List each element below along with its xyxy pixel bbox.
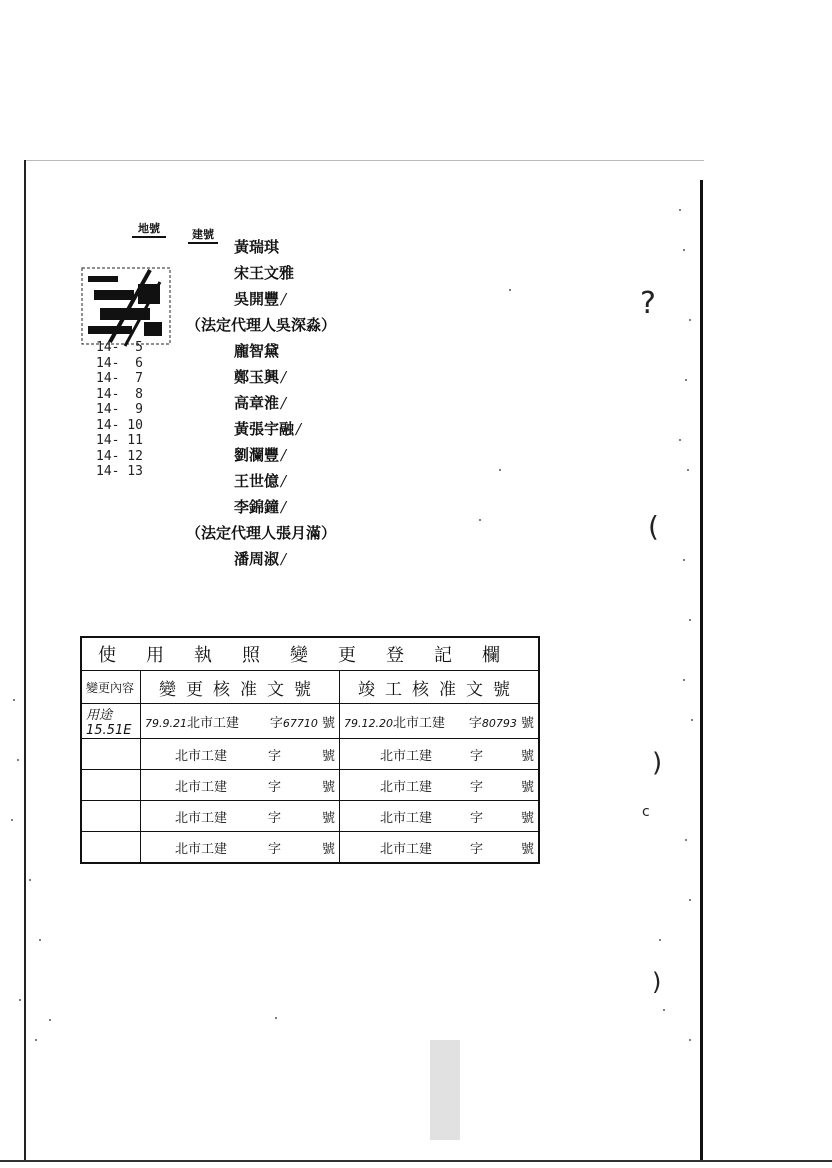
change-approval-cell: 北市工建 字 號 — [141, 770, 340, 801]
change-approval-cell: 北市工建 字 號 — [141, 739, 340, 770]
owner-name: 黃瑞琪 — [234, 238, 280, 256]
lot-number: 14- 5 — [96, 340, 143, 355]
margin-mark: ) — [652, 748, 663, 778]
completion-approval-cell: 北市工建 字 號 — [340, 832, 540, 864]
owner-name: 劉瀾豐 / — [234, 446, 287, 464]
change-approval-cell: 北市工建 字 號 — [141, 801, 340, 832]
owner-name: 吳開豐 / — [234, 290, 287, 308]
header-completion-approval-no: 竣工核准文號 — [340, 671, 540, 704]
owner-name: 宋王文雅 — [234, 264, 295, 282]
owner-name: 鄭玉興 / — [234, 368, 287, 386]
margin-mark: ( — [648, 510, 659, 543]
lot-number: 14- 11 — [96, 433, 143, 448]
margin-mark: ? — [640, 286, 656, 321]
change-content-cell: 用途 15.51E — [81, 704, 141, 739]
owner-name: 龐智黛 — [234, 342, 280, 360]
owner-name: 潘周淑 / — [234, 550, 287, 568]
owner-name: 李錦鐘 / — [234, 498, 287, 516]
owner-name: 高章淮 / — [234, 394, 287, 412]
completion-approval-cell: 北市工建 字 號 — [340, 739, 540, 770]
lot-number: 14- 9 — [96, 402, 143, 417]
lot-number: 14- 12 — [96, 448, 143, 464]
header-change-content: 變更內容 — [81, 671, 141, 704]
margin-mark: c — [642, 804, 650, 820]
lot-number: 14- 7 — [96, 371, 143, 386]
change-approval-cell: 北市工建 字 號 — [141, 832, 340, 864]
header-stamp-left: 地號 — [132, 220, 166, 238]
completion-approval-cell: 北市工建 字 號 — [340, 801, 540, 832]
owner-name: 黃張宇融 / — [234, 420, 302, 438]
change-approval-cell: 79.9.21北市工建 字67710 號 — [141, 704, 340, 739]
legal-representative-note: （法定代理人吳深淼） — [186, 316, 337, 334]
completion-approval-cell: 北市工建 字 號 — [340, 770, 540, 801]
lot-number: 14- 13 — [96, 464, 143, 479]
header-stamp-right: 建號 — [188, 226, 218, 244]
legal-representative-note: （法定代理人張月滿） — [186, 524, 337, 542]
owner-name: 王世億 / — [234, 472, 287, 490]
table-title: 使用執照變更登記欄 — [81, 637, 539, 671]
completion-approval-cell: 79.12.20北市工建 字80793 號 — [340, 704, 540, 739]
header-change-approval-no: 變更核准文號 — [141, 671, 340, 704]
margin-mark: ) — [652, 968, 662, 996]
lot-number: 14- 6 — [96, 355, 143, 371]
lot-number: 14- 10 — [96, 417, 143, 433]
lot-number: 14- 8 — [96, 386, 143, 402]
